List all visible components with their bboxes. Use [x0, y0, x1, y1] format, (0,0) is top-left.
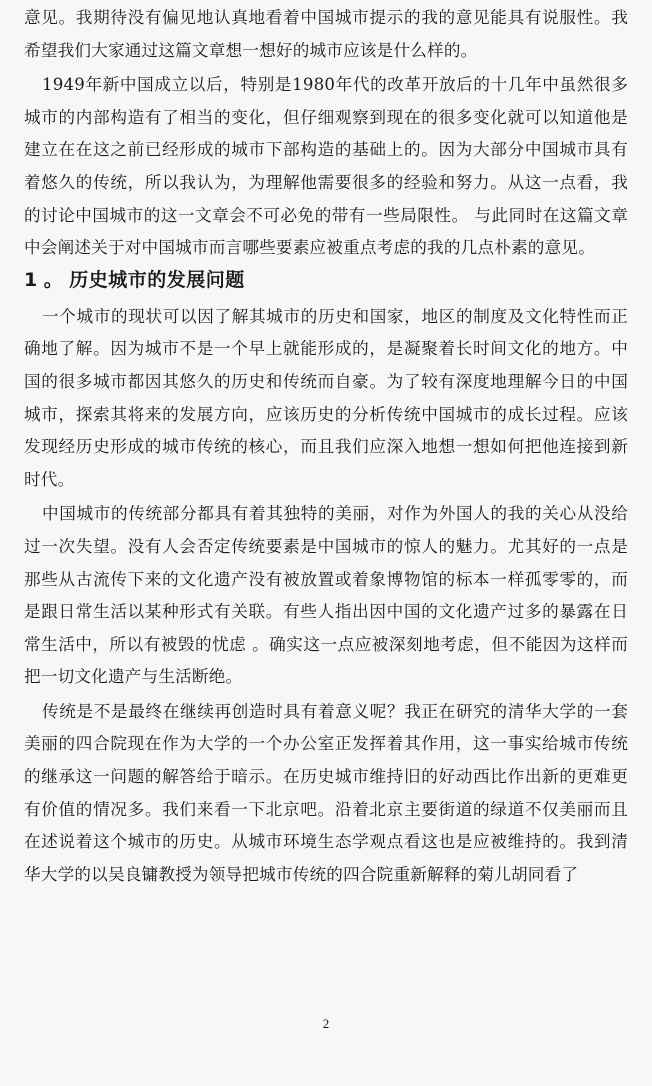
paragraph-3: 一个城市的现状可以因了解其城市的历史和国家，地区的制度及文化特性而正确地了解。因为城市不是一个早上就能形成的，是凝聚着长时间文化的地方。中国的很多城市都因其悠久的历史和传统而自豪。为了较有深度地理解今日的中国城市，探索其将来的发展方向，应该历史的分析传统中国城市的成长过程。应该发现经历史形成的城市传统的核心，而且我们应深入地想一想如何把他连接到新时代。 [24, 306, 628, 489]
paragraph-2: 1949年新中国成立以后，特别是1980年代的改革开放后的十几年中虽然很多城市的内部构造有了相当的变化，但仔细观察到现在的很多变化就可以知道他是建立在在这之前已经形成的城市下部构造的基础上的。因为大部分中国城市具有着悠久的传统，所以我认为，为理解他需要很多的经验和努力。从这一点看，我的讨论中国城市的这一文章会不可必免的带有一些局限性。 与此同时在这篇文章中会阐述关于对中国城市而言哪些要素应被重点考虑的我的几点朴素的意见。 [24, 75, 628, 258]
section-heading [24, 265, 628, 295]
section-title: 历史城市的发展问题 [69, 268, 245, 291]
page-number: 2 [322, 1016, 330, 1031]
paragraph-1: 意见。我期待没有偏见地认真地看着中国城市提示的我的意见能具有说服性。我希望我们大家通过这篇文章想一想好的城市应该是什么样的。 [24, 8, 628, 60]
section-number: 1 [24, 268, 38, 291]
section-separator: 。 [43, 268, 64, 291]
paragraph-4: 中国城市的传统部分都具有着其独特的美丽，对作为外国人的我的关心从没给过一次失望。没有人会否定传统要素是中国城市的惊人的魅力。尤其好的一点是那些从古流传下来的文化遗产没有被放置或着象博物馆的标本一样孤零零的，而是跟日常生活以某种形式有关联。有些人指出因中国的文化遗产过多的暴露在日常生活中，所以有被毁的忧虑 。确实这一点应被深刻地考虑，但不能因为这样而把一切文化遗产与生活断绝。 [24, 504, 628, 687]
paragraph-5: 传统是不是最终在继续再创造时具有着意义呢？我正在研究的清华大学的一套美丽的四合院现在作为大学的一个办公室正发挥着其作用，这一事实给城市传统的继承这一问题的解答给于暗示。在历史城市维持旧的好动西比作出新的更难更有价值的情况多。我们来看一下北京吧。沿着北京主要街道的绿道不仅美丽而且在述说着这个城市的历史。从城市环境生态学观点看这也是应被维持的。我到清华大学的以吴良镛教授为领导把城市传统的四合院重新解释的菊儿胡同看了 [24, 701, 628, 884]
